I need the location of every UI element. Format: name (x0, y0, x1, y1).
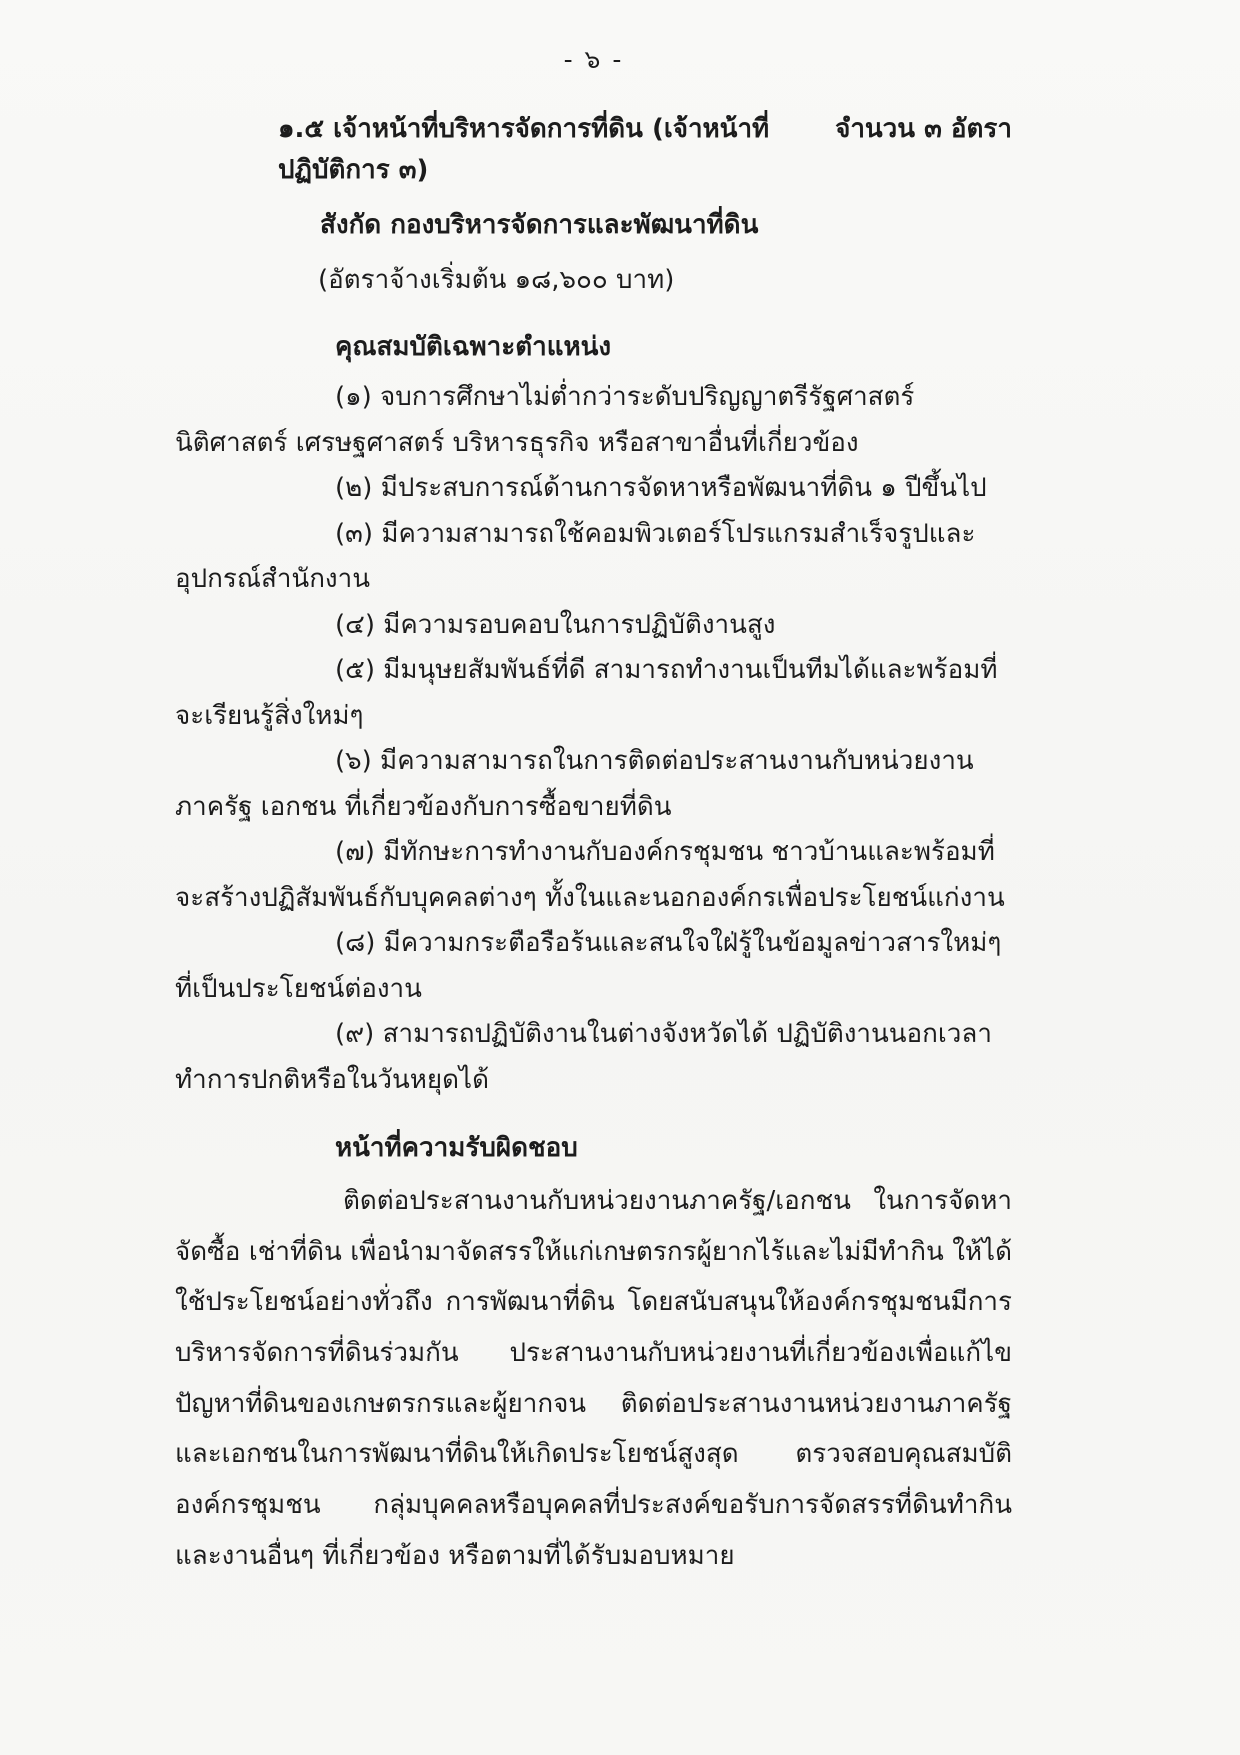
duties-heading: หน้าที่ความรับผิดชอบ (335, 1133, 578, 1163)
qualification-item: (๘) มีความกระตือรือร้นและสนใจใฝ่รู้ในข้อมูลข่าวสารใหม่ๆ ที่เป็นประโยชน์ต่องาน (175, 928, 1002, 1004)
qualification-item: (๕) มีมนุษยสัมพันธ์ที่ดี สามารถทำงานเป็นทีมได้และพร้อมที่จะเรียนรู้สิ่งใหม่ๆ (175, 655, 998, 731)
position-number: ๑.๕ (278, 114, 325, 144)
qualification-item: (๔) มีความรอบคอบในการปฏิบัติงานสูง (335, 609, 776, 640)
qualification-item: (๒) มีประสบการณ์ด้านการจัดหาหรือพัฒนาที่ดิน ๑ ปีขึ้นไป (335, 473, 987, 503)
duties-paragraph: ติดต่อประสานงานกับหน่วยงานภาครัฐ/เอกชน ในการจัดหา จัดซื้อ เช่าที่ดิน เพื่อนำมาจัดสรรให้แก่เกษตรกรผู้ยากไร้และไม่มีทำกิน ให้ได้ใช้ประโยชน์อย่างทั่วถึง การพัฒนาที่ดิน โดยสนับสนุนให้องค์กรชุมชนมีการบริหารจัดการที่ดินร่วมกัน ประสานงานกับหน่วยงานที่เกี่ยวข้องเพื่อแก้ไขปัญหาที่ดินของเกษตรกรและผู้ยากจน ติดต่อประสานงานหน่วยงานภาครัฐ และเอกชนในการพัฒนาที่ดินให้เกิดประโยชน์สูงสุด ตรวจสอบคุณสมบัติองค์กรชุมชน กลุ่มบุคคลหรือบุคคลที่ประสงค์ขอรับการจัดสรรที่ดินทำกิน และงานอื่นๆ ที่เกี่ยวข้อง หรือตามที่ได้รับมอบหมาย (175, 1186, 1012, 1571)
qualification-item: (๑) จบการศึกษาไม่ต่ำกว่าระดับปริญญาตรีรัฐศาสตร์ นิติศาสตร์ เศรษฐศาสตร์ บริหารธุรกิจ หรือสาขาอื่นที่เกี่ยวข้อง (175, 382, 915, 458)
position-title-text: เจ้าหน้าที่บริหารจัดการที่ดิน (เจ้าหน้าที่ปฏิบัติการ ๓) (278, 114, 770, 185)
position-salary: (อัตราจ้างเริ่มต้น ๑๘,๖๐๐ บาท) (318, 265, 675, 295)
position-department: สังกัด กองบริหารจัดการและพัฒนาที่ดิน (320, 210, 759, 240)
qualification-item: (๙) สามารถปฏิบัติงานในต่างจังหวัดได้ ปฏิบัติงานนอกเวลาทำการปกติหรือในวันหยุดได้ (175, 1019, 992, 1095)
qualifications-list (175, 375, 1012, 1103)
page-number: - ๖ - (563, 45, 624, 74)
qualifications-heading: คุณสมบัติเฉพาะตำแหน่ง (335, 332, 612, 362)
qualification-item: (๗) มีทักษะการทำงานกับองค์กรชุมชน ชาวบ้านและพร้อมที่จะสร้างปฏิสัมพันธ์กับบุคคลต่างๆ ทั้งในและนอกองค์กรเพื่อประโยชน์แก่งาน (175, 837, 1005, 913)
qualification-item: (๓) มีความสามารถใช้คอมพิวเตอร์โปรแกรมสำเร็จรูปและอุปกรณ์สำนักงาน (175, 518, 976, 594)
position-title (278, 108, 835, 190)
position-title-row (278, 108, 1012, 190)
qualification-item: (๖) มีความสามารถในการติดต่อประสานงานกับหน่วยงานภาครัฐ เอกชน ที่เกี่ยวข้องกับการซื้อขายที่ดิน (175, 746, 974, 822)
position-count: จำนวน ๓ อัตรา (835, 114, 1012, 144)
